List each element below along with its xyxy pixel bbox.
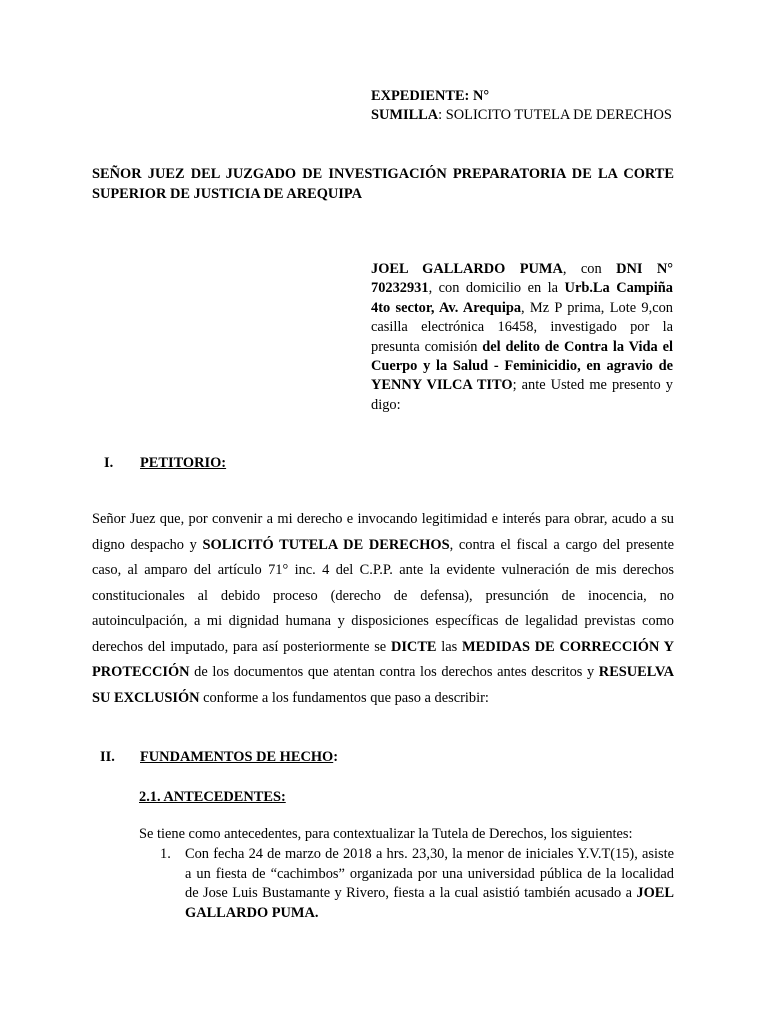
subsection-antecedentes: 2.1. ANTECEDENTES: [139,789,286,805]
sumilla [371,106,673,125]
list-item-bold: JOEL GALLARDO PUMA. [185,885,674,921]
party-identification: JOEL GALLARDO PUMA, con DNI N° 70232931, con domicilio en la Urb.La Campiña 4to sector, Av. Arequipa, Mz P prima, Lote 9,con casilla electrónica 16458, investigado por la presunta comisión del delito de Contra la Vida el Cuerpo y la Salud - Feminicidio, en agravio de YENNY VILCA TITO; ante Usted me presento y digo: [371,261,673,413]
antecedentes-intro: Se tiene como antecedentes, para contextualizar la Tutela de Derechos, los siguientes: [139,826,633,842]
party-crime: del delito de Contra la Vida el Cuerpo y la Salud - Feminicidio, en agravio de YENNY VILCA TITO [371,338,673,394]
case-header [371,87,673,125]
expediente-label: EXPEDIENTE: N° [371,88,490,104]
court-heading: SEÑOR JUEZ DEL JUZGADO DE INVESTIGACIÓN PREPARATORIA DE LA CORTE SUPERIOR DE JUSTICIA DE AREQUIPA [92,166,674,202]
list-item-number: 1. [160,846,171,862]
petition-paragraph: Señor Juez que, por convenir a mi derecho e invocando legitimidad e interés para obrar, acudo a su digno despacho y SOLICITÓ TUTELA DE DERECHOS, contra el fiscal a cargo del presente caso, al amparo del artículo 71° inc. 4 del C.P.P. ante la evidente vulneración de mis derechos constitucionales al debido proceso (derecho de defensa), presunción de inocencia, no autoinculpación, a mi dignidad humana y disposiciones específicas de legalidad previstas como derechos del imputado, para así posteriormente se DICTE las MEDIDAS DE CORRECCIÓN Y PROTECCIÓN de los documentos que atentan contra los derechos antes descritos y RESUELVA SU EXCLUSIÓN conforme a los fundamentos que paso a describir: [92,511,674,706]
section-fundamentos: II. FUNDAMENTOS DE HECHO: [100,749,339,765]
sumilla-text: : SOLICITO TUTELA DE DERECHOS [438,107,672,123]
section-title: PETITORIO: [140,455,227,471]
section-number: II. [100,749,115,765]
sumilla-label: SUMILLA [371,107,439,123]
party-name: JOEL GALLARDO PUMA [371,261,563,277]
party-dni: DNI N° 70232931 [371,261,673,297]
list-item-text: Con fecha 24 de marzo de 2018 a hrs. 23,30, la menor de iniciales Y.V.T(15), asiste a un fiesta de “cachimbos” organizada por una universidad pública de la localidad de Jose Luis Bustamante y Rivero, fiesta a la cual asistió también acusado a [185,846,674,901]
section-number: I. [104,455,114,471]
section-title: FUNDAMENTOS DE HECHO [140,749,334,765]
party-address: Urb.La Campiña 4to sector, Av. Arequipa [371,280,673,316]
list-item [160,845,674,923]
section-petitorio [104,453,226,473]
antecedentes-list [160,845,674,923]
